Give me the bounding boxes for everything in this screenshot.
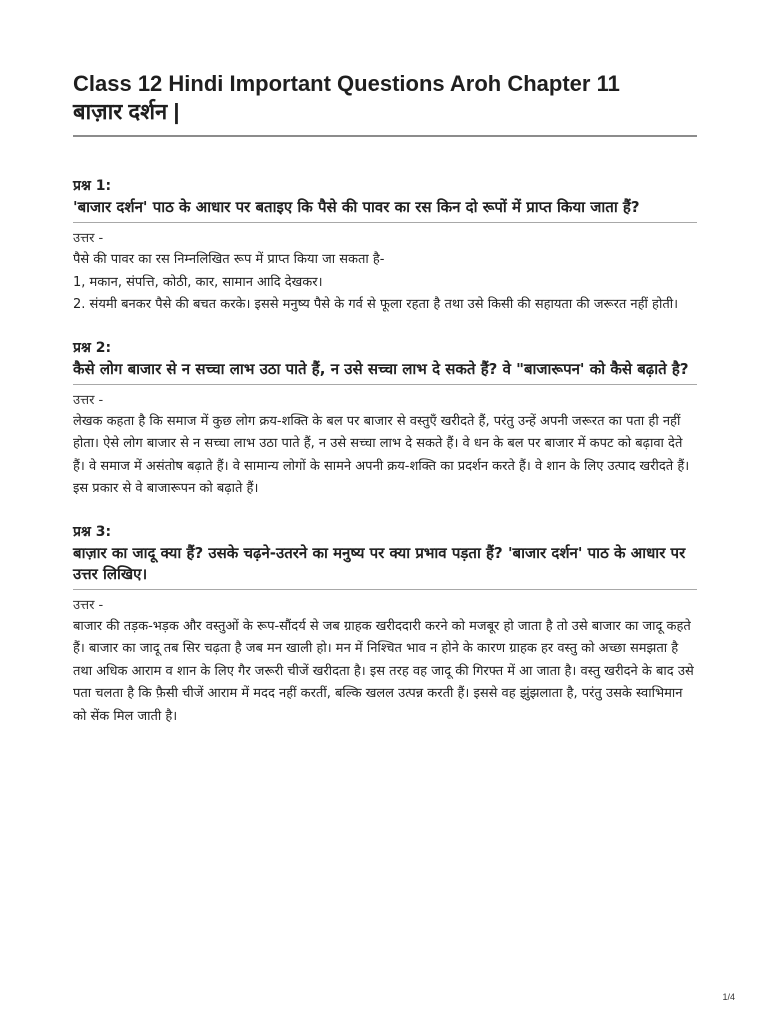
question-block-2 — [73, 339, 697, 501]
question-label: प्रश्न 3: — [73, 523, 112, 540]
question-text: बाज़ार का जादू क्या हैं? उसके चढ़ने-उतरने का मनुष्य पर क्या प्रभाव पड़ता हैं? 'बाजार दर्शन' पाठ के आधार पर उत्तर लिखिए। — [73, 543, 686, 583]
question-divider — [73, 589, 697, 590]
answer-label: उत्तर - — [73, 597, 104, 613]
document-page — [73, 70, 697, 728]
answer-paragraph: लेखक कहता है कि समाज में कुछ लोग क्रय-शक्ति के बल पर बाजार से वस्तुएँ खरीदते हैं, परंतु उन्हें अपनी जरूरत का पता ही नहीं होता। ऐसे लोग बाजार से न सच्चा लाभ उठा पाते हैं, न उसे सच्चा लाभ दे सकते हैं। वे धन के बल पर बाजार में कपट को बढ़ावा देते हैं। वे समाज में असंतोष बढ़ाते हैं। वे सामान्य लोगों के सामने अपनी क्रय-शक्ति का प्रदर्शन करते हैं। वे शान के लिए उत्पाद खरीदते हैं। इस प्रकार से वे बाजारूपन को बढ़ाते हैं। — [73, 413, 690, 496]
question-label: प्रश्न 2: — [73, 339, 112, 356]
question-block-3 — [73, 523, 697, 729]
title-line-hindi: बाज़ार दर्शन | — [73, 99, 180, 124]
question-divider — [73, 384, 697, 385]
answer-label: उत्तर - — [73, 392, 104, 408]
document-title — [73, 70, 697, 126]
title-divider — [73, 135, 697, 137]
answer-line: 2. संयमी बनकर पैसे की बचत करके। इससे मनुष्य पैसे के गर्व से फूला रहता है तथा उसे किसी की सहायता की जरूरत नहीं होती। — [73, 297, 679, 312]
page-number: 1/4 — [722, 992, 735, 1002]
question-label: प्रश्न 1: — [73, 178, 112, 194]
question-divider — [73, 222, 697, 223]
answer-paragraph: बाजार की तड़क-भड़क और वस्तुओं के रूप-सौंदर्य से जब ग्राहक खरीददारी करने को मजबूर हो जाता है तो उसे बाजार का जादू कहते हैं। बाजार का जादू तब सिर चढ़ता है जब मन खाली हो। मन में निश्चित भाव न होने के कारण ग्राहक हर वस्तु को अच्छा समझता है तथा अधिक आराम व शान के लिए गैर जरूरी चीजें खरीदता है। इस तरह वह जादू की गिरफ्त में आ जाता है। वस्तु खरीदने के बाद उसे पता चलता है कि फ़ैसी चीजें आराम में मदद नहीं करतीं, बल्कि खलल उत्पन्न करती हैं। इससे वह झुंझलाता है, परंतु उसके स्वाभिमान को सेंक मिल जाती है। — [73, 618, 694, 724]
answer-line: 1, मकान, संपत्ति, कोठी, कार, सामान आदि देखकर। — [73, 274, 323, 290]
question-block-1 — [73, 177, 697, 317]
answer-line: पैसे की पावर का रस निम्नलिखित रूप में प्राप्त किया जा सकता है- — [73, 252, 385, 267]
title-line-english: Class 12 Hindi Important Questions Aroh Chapter 11 — [73, 71, 620, 96]
question-text: कैसे लोग बाजार से न सच्चा लाभ उठा पाते हैं, न उसे सच्चा लाभ दे सकते हैं? वे "बाजारूपन' को कैसे बढ़ाते है? — [73, 359, 689, 378]
question-text: 'बाजार दर्शन' पाठ के आधार पर बताइए कि पैसे की पावर का रस किन दो रूपों में प्राप्त किया जाता हैं? — [73, 198, 640, 216]
answer-label: उत्तर - — [73, 231, 104, 246]
